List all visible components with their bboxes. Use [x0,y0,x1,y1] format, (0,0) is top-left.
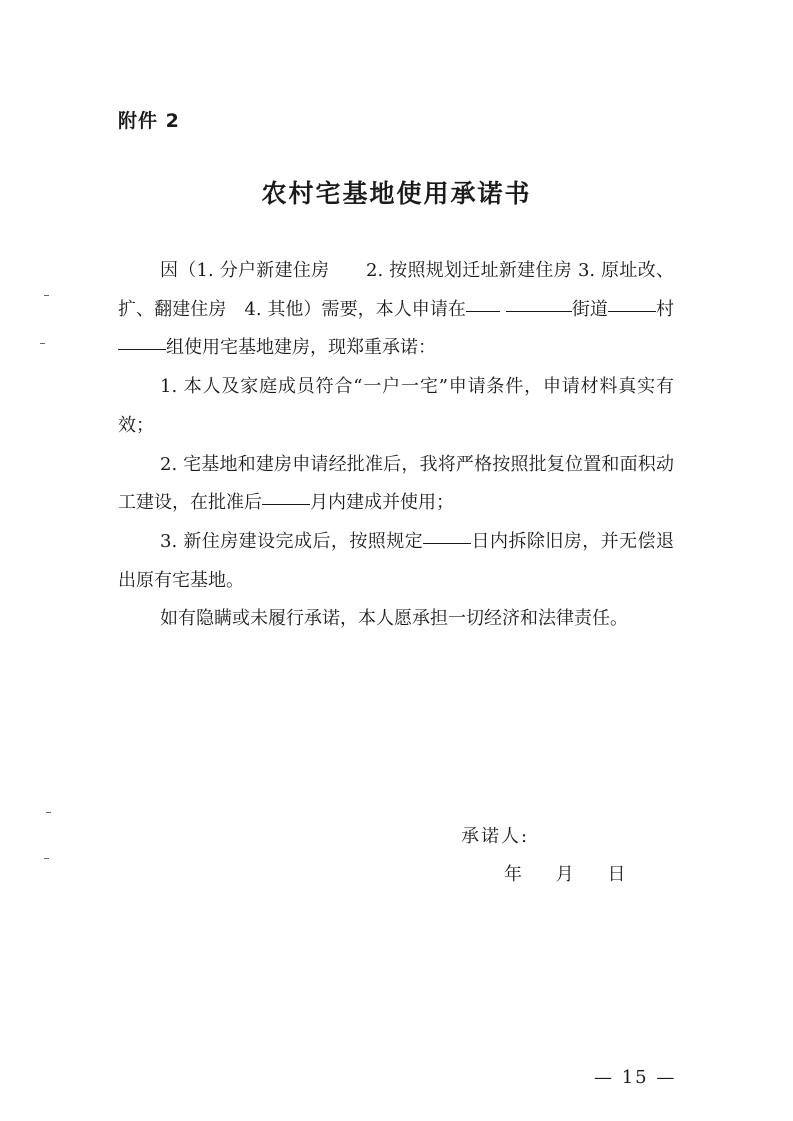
blank-days [423,542,471,544]
document-title: 农村宅基地使用承诺书 [261,179,532,208]
village-label: 村 [655,298,674,320]
commitment-3-text: 3. 新住房建设完成后，按照规定 [160,530,424,552]
paragraph-commitment-2 [118,446,674,523]
blank-town [466,310,500,312]
year-label: 年 [504,864,522,885]
paragraph-liability: 如有隐瞒或未履行承诺，本人愿承担一切经济和法律责任。 [160,608,628,630]
scan-speck [44,858,49,859]
commitment-3-text-end: 日内拆除旧房，并无偿退出原有宅基地。 [118,530,674,591]
blank-town-cont [506,310,572,312]
signature-date [504,860,653,886]
scan-speck [40,343,45,344]
page-number: — 15 — [594,1067,677,1088]
scan-speck [44,295,49,296]
commitment-2-text-end: 月内建成并使用； [310,492,454,514]
scan-speck [46,812,51,813]
month-label: 月 [555,864,574,885]
paragraph-intro [118,252,674,368]
blank-village [118,348,166,350]
street-label: 街道 [571,298,608,320]
document-body [118,252,674,639]
paragraph-commitment-1: 1. 本人及家庭成员符合“一户一宅”申请条件，申请材料真实有效； [118,376,674,436]
day-label: 日 [607,864,626,885]
blank-street [608,310,656,312]
signer-label: 承诺人: [461,826,530,847]
attachment-label: 附件 2 [118,110,180,132]
blank-months [262,503,310,505]
commitment-2-text: 2. 宅基地和建房申请经批准后，我将严格按照批复位置和面积动工建设，在批准后 [118,453,674,514]
paragraph-commitment-3 [118,523,674,600]
intro-text: 因（1. 分户新建住房 2. 按照规划迁址新建住房 3. 原址改、扩、翻建住房 4. 其他）需要，本人申请在 [118,260,674,320]
intro-text-end: 组使用宅基地建房，现郑重承诺： [166,337,436,359]
